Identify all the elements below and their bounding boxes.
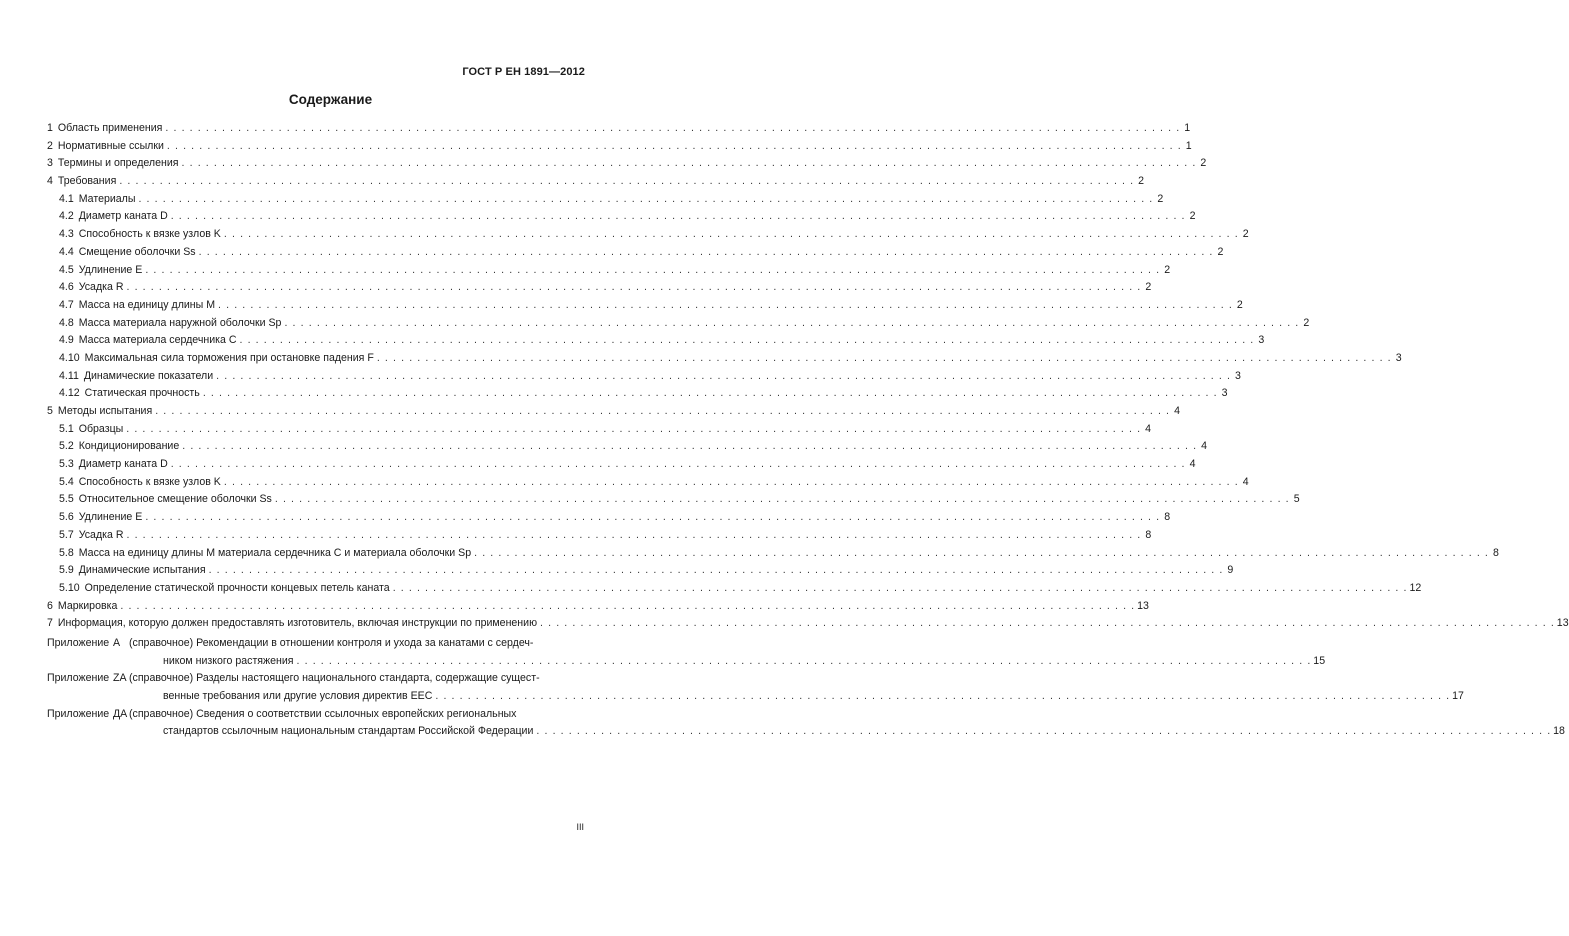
toc-entry-number: 4.2 bbox=[59, 210, 74, 223]
toc-entry-page: 13 bbox=[1556, 617, 1569, 630]
toc-entry-page: 3 bbox=[1221, 387, 1228, 400]
toc-entry-title: Кондиционирование bbox=[78, 440, 180, 453]
toc-entry-title: Смещение оболочки Ss bbox=[78, 245, 196, 258]
leader-dots bbox=[199, 246, 1213, 258]
toc-entry bbox=[47, 263, 1171, 282]
toc-entry-title: Масса материала сердечника C bbox=[78, 334, 237, 347]
toc-entry bbox=[47, 228, 1249, 246]
toc-entry-number: 5.3 bbox=[59, 458, 74, 471]
toc-entry-page: 2 bbox=[1242, 228, 1249, 241]
toc-entry-title: Динамические показатели bbox=[83, 369, 214, 382]
leader-dots bbox=[540, 617, 1554, 629]
appendix-entry bbox=[47, 670, 1464, 705]
toc-entry bbox=[47, 546, 1499, 565]
appendix-label: Приложение bbox=[47, 672, 110, 685]
toc-entry bbox=[47, 369, 1241, 388]
leader-dots bbox=[284, 317, 1298, 329]
toc-entry-page: 2 bbox=[1157, 192, 1164, 205]
toc-entry-page: 3 bbox=[1258, 334, 1265, 347]
leader-dots bbox=[393, 582, 1407, 594]
document-header: ГОСТ Р ЕН 1891—2012 bbox=[462, 66, 585, 78]
toc-entry-title: Нормативные ссылки bbox=[57, 139, 164, 152]
toc-entry-page: 2 bbox=[1138, 175, 1145, 188]
toc-entry bbox=[47, 599, 1149, 618]
leader-dots bbox=[536, 723, 1550, 741]
toc-entry bbox=[47, 122, 1191, 140]
appendix-page: 15 bbox=[1313, 654, 1326, 667]
toc-entry-number: 4.7 bbox=[59, 298, 74, 311]
leader-dots bbox=[138, 193, 1152, 205]
toc-entry-page: 2 bbox=[1189, 210, 1196, 223]
toc-entry-page: 5 bbox=[1293, 493, 1300, 506]
page-number: III bbox=[576, 822, 584, 832]
toc-entry bbox=[47, 422, 1152, 441]
toc-entry bbox=[47, 157, 1207, 175]
toc-entry-title: Область применения bbox=[57, 122, 163, 134]
leader-dots bbox=[474, 547, 1488, 559]
toc-entry bbox=[47, 458, 1196, 476]
toc-entry-number: 6 bbox=[47, 599, 53, 612]
toc-entry bbox=[47, 192, 1164, 211]
appendix-letter: А bbox=[113, 636, 121, 649]
toc-entry-title: Относительное смещение оболочки Ss bbox=[78, 493, 272, 506]
toc-entry-title: Термины и определения bbox=[57, 157, 179, 170]
toc-entry-title: Удлинение E bbox=[78, 263, 143, 276]
toc-entry bbox=[47, 281, 1152, 299]
toc-entry bbox=[47, 139, 1192, 158]
appendix-page: 18 bbox=[1553, 725, 1565, 738]
appendix-title-line2-text: стандартов ссылочным национальным стандартам Российской Федерации bbox=[163, 725, 534, 738]
toc-entry-number: 4.4 bbox=[59, 245, 74, 258]
toc-entry-number: 4.10 bbox=[59, 351, 80, 364]
toc-entry-page: 2 bbox=[1217, 245, 1224, 258]
toc-entry-number: 5.10 bbox=[59, 581, 80, 594]
toc-entry-number: 1 bbox=[47, 122, 53, 134]
toc-entry-title: Динамические испытания bbox=[78, 564, 206, 577]
toc-entry bbox=[47, 493, 1300, 511]
leader-dots bbox=[224, 228, 1238, 240]
leader-dots bbox=[182, 157, 1196, 169]
appendix-title-line2-text: ником низкого растяжения bbox=[163, 654, 294, 667]
leader-dots bbox=[216, 370, 1230, 382]
toc-entry-number: 5.7 bbox=[59, 528, 74, 541]
toc-entry-page: 12 bbox=[1409, 581, 1422, 594]
leader-dots bbox=[203, 387, 1217, 399]
appendix-title-line2 bbox=[129, 723, 1565, 741]
toc-entry-number: 7 bbox=[47, 617, 53, 630]
appendix-letter: ДА bbox=[113, 707, 128, 720]
appendix-label: Приложение bbox=[47, 636, 110, 649]
toc-entry-title: Способность к вязке узлов K bbox=[78, 228, 221, 241]
toc-entry bbox=[47, 405, 1180, 423]
toc-entry-number: 5.6 bbox=[59, 511, 74, 524]
toc-entry bbox=[47, 175, 1145, 193]
toc-entry-number: 3 bbox=[47, 157, 53, 170]
appendix-title-line1: (справочное) Сведения о соответствии ссылочных европейских региональных bbox=[129, 707, 517, 720]
toc-entry-page: 2 bbox=[1236, 298, 1243, 311]
toc-entry-page: 4 bbox=[1189, 458, 1196, 471]
appendix-page: 17 bbox=[1452, 690, 1464, 703]
toc-entry-title: Усадка R bbox=[78, 528, 124, 541]
toc-entry bbox=[47, 245, 1224, 264]
appendix-entry bbox=[47, 706, 1565, 741]
toc-entry-number: 5 bbox=[47, 405, 53, 417]
toc-entry-page: 1 bbox=[1185, 139, 1192, 152]
toc-entry-number: 4.11 bbox=[59, 369, 79, 382]
toc-entry-page: 3 bbox=[1235, 369, 1241, 382]
leader-dots bbox=[209, 564, 1223, 576]
appendix-body bbox=[129, 706, 1565, 741]
toc-entry bbox=[47, 511, 1171, 529]
leader-dots bbox=[119, 175, 1133, 187]
toc-entry-page: 8 bbox=[1164, 511, 1171, 524]
toc-entry-number: 5.1 bbox=[59, 422, 74, 435]
leader-dots bbox=[126, 529, 1140, 541]
toc-entry bbox=[47, 316, 1310, 335]
appendix-body bbox=[129, 635, 1325, 670]
toc-entry-title: Определение статической прочности концевых петель каната bbox=[84, 581, 390, 594]
toc-entry-title: Образцы bbox=[78, 422, 124, 435]
toc-entry-number: 4.3 bbox=[59, 228, 74, 241]
toc-entry-title: Статическая прочность bbox=[84, 387, 200, 400]
toc-entry-title: Диаметр каната D bbox=[78, 458, 168, 471]
toc-entry bbox=[47, 351, 1402, 370]
leader-dots bbox=[275, 493, 1289, 505]
leader-dots bbox=[182, 440, 1196, 452]
toc-entry-number: 4.9 bbox=[59, 334, 74, 347]
toc-entry bbox=[47, 440, 1208, 458]
toc-entry-number: 4.8 bbox=[59, 316, 74, 329]
leader-dots bbox=[171, 210, 1185, 222]
leader-dots bbox=[297, 653, 1311, 671]
leader-dots bbox=[167, 140, 1181, 152]
toc-entry-number: 5.2 bbox=[59, 440, 74, 453]
toc-entry-title: Диаметр каната D bbox=[78, 210, 168, 223]
leader-dots bbox=[126, 281, 1140, 293]
toc-entry-title: Масса материала наружной оболочки Sp bbox=[78, 316, 282, 329]
toc-entry bbox=[47, 298, 1243, 317]
toc-entry-number: 4.1 bbox=[59, 192, 74, 205]
leader-dots bbox=[435, 688, 1449, 706]
toc-entry-title: Информация, которую должен предоставлять изготовитель, включая инструкции по применению bbox=[57, 617, 538, 630]
appendix-title-line1: (справочное) Разделы настоящего национального стандарта, содержащие сущест- bbox=[129, 672, 540, 685]
appendix-title-line2 bbox=[129, 688, 1464, 706]
leader-dots bbox=[239, 334, 1253, 346]
appendix-title-line1: (справочное) Рекомендации в отношении контроля и ухода за канатами с сердеч- bbox=[129, 636, 534, 649]
toc-entry-number: 4.5 bbox=[59, 263, 74, 276]
toc-entry-title: Усадка R bbox=[78, 281, 124, 294]
toc-entry bbox=[47, 581, 1422, 600]
toc-entry-page: 4 bbox=[1145, 422, 1152, 435]
toc-entry-page: 8 bbox=[1145, 528, 1152, 541]
toc-entry-title: Методы испытания bbox=[57, 405, 153, 417]
toc-entry-page: 8 bbox=[1492, 546, 1499, 559]
toc-entry-number: 5.8 bbox=[59, 546, 74, 559]
toc-entry-page: 9 bbox=[1227, 564, 1234, 577]
toc-entry-page: 4 bbox=[1174, 405, 1180, 417]
toc-entry-title: Максимальная сила торможения при остановке падения F bbox=[84, 351, 374, 364]
toc-entry-page: 2 bbox=[1145, 281, 1152, 294]
leader-dots bbox=[145, 264, 1159, 276]
toc-entry bbox=[47, 564, 1234, 582]
leader-dots bbox=[120, 600, 1134, 612]
toc-entry-title: Способность к вязке узлов K bbox=[78, 475, 221, 488]
toc-entry-number: 2 bbox=[47, 139, 53, 152]
toc-entry bbox=[47, 387, 1228, 405]
toc-entry-page: 2 bbox=[1164, 263, 1171, 276]
toc-entry bbox=[47, 617, 1569, 635]
toc-entry-title: Материалы bbox=[78, 192, 136, 205]
toc-entry-title: Маркировка bbox=[57, 599, 118, 612]
leader-dots bbox=[145, 511, 1159, 523]
leader-dots bbox=[155, 405, 1169, 417]
toc-entry bbox=[47, 210, 1196, 228]
leader-dots bbox=[224, 476, 1238, 488]
toc-entry-number: 5.9 bbox=[59, 564, 74, 577]
toc-entry-number: 5.5 bbox=[59, 493, 74, 506]
toc-entry-number: 4 bbox=[47, 175, 53, 188]
leader-dots bbox=[126, 423, 1140, 435]
leader-dots bbox=[218, 299, 1232, 311]
toc-entry-number: 4.12 bbox=[59, 387, 80, 400]
toc-entry-page: 3 bbox=[1395, 351, 1402, 364]
toc-entry bbox=[47, 475, 1249, 494]
toc-entry-title: Удлинение E bbox=[78, 511, 143, 524]
toc-entry bbox=[47, 334, 1265, 352]
leader-dots bbox=[377, 352, 1391, 364]
toc-entry-page: 2 bbox=[1303, 316, 1310, 329]
toc-entry-number: 4.6 bbox=[59, 281, 74, 294]
toc-entry-page: 2 bbox=[1200, 157, 1207, 170]
appendix-body bbox=[129, 670, 1464, 705]
leader-dots bbox=[165, 122, 1179, 134]
toc-entry-page: 4 bbox=[1242, 475, 1249, 488]
toc-entry-page: 1 bbox=[1184, 122, 1191, 134]
toc-entry-title: Требования bbox=[57, 175, 117, 188]
toc-entry-title: Масса на единицу длины M bbox=[78, 298, 216, 311]
toc-entry-page: 13 bbox=[1137, 599, 1149, 612]
appendix-letter: ZA bbox=[113, 672, 127, 685]
toc-entry-number: 5.4 bbox=[59, 475, 74, 488]
appendix-label: Приложение bbox=[47, 707, 110, 720]
appendix-title-line2-text: венные требования или другие условия директив ЕЕС bbox=[163, 690, 433, 703]
appendix-entry bbox=[47, 635, 1326, 670]
toc-entry-page: 4 bbox=[1201, 440, 1208, 453]
toc-entry-title: Масса на единицу длины M материала сердечника C и материала оболочки Sp bbox=[78, 546, 472, 559]
leader-dots bbox=[171, 458, 1185, 470]
page-title: Содержание bbox=[288, 92, 373, 107]
toc-entry bbox=[47, 528, 1152, 547]
appendix-title-line2 bbox=[129, 653, 1325, 671]
table-of-contents bbox=[47, 122, 1569, 741]
